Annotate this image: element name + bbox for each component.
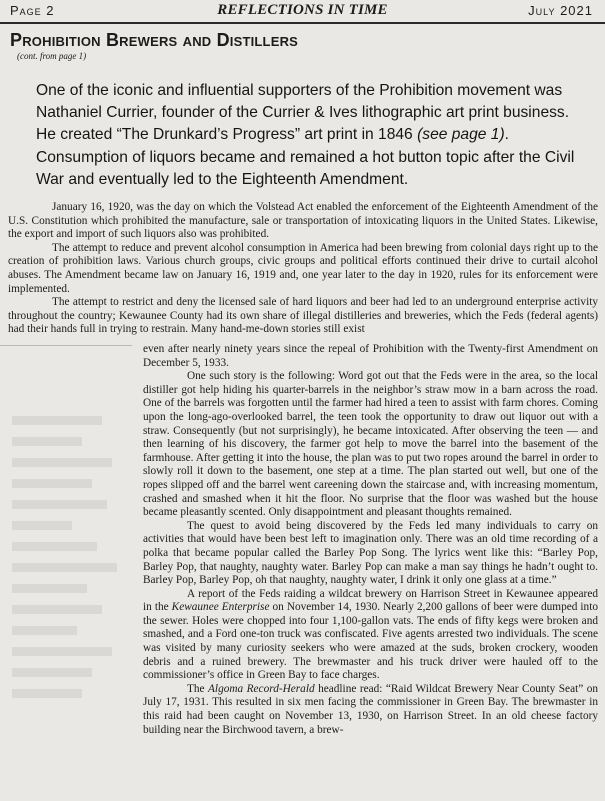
text-run: The <box>187 682 209 695</box>
paragraph-harrison-raid <box>143 588 598 683</box>
text-run: on November 14, 1930. Nearly 2,200 gallons of beer were dumped into the sewer. Holes were chopped into four 1,100-gallon vats. The ends of fifty kegs were broken and smashed, and a Ford one-ton truck was confiscated. Five agents arrested two individuals. The scene was visited by many curiosity seekers who were amazed at the suds, broken crockery, wooden debris and a ruined brewery. The brewmaster and his truck driver were hauled off to the commissioner’s office in Green Bay to face charges. <box>143 601 598 682</box>
article-title: Prohibition Brewers and Distillers <box>10 30 299 50</box>
page-header <box>0 0 605 24</box>
continued-note: (cont. from page 1) <box>17 51 87 61</box>
paragraph-repeal: even after nearly ninety years since the repeal of Prohibition with the Twenty-first Amendment on December 5, 1933. <box>143 343 598 369</box>
newspaper-name: Kewaunee Enterprise <box>171 601 270 614</box>
pull-quote-page-ref: (see page 1) <box>417 126 505 144</box>
newspaper-name: Algoma Record-Herald <box>208 682 315 695</box>
bleed-through-sidebar <box>0 345 132 801</box>
article-body-full-width <box>8 201 598 337</box>
article-body-column <box>143 343 598 737</box>
text-run: A report of the Feds raiding a wildcat brewery on Harrison Street in Kewaunee appeared in the <box>143 587 598 614</box>
paragraph-algoma-raid <box>143 683 598 737</box>
pull-quote <box>36 80 591 191</box>
issue-date: July 2021 <box>528 3 593 18</box>
paragraph-barley-pop: The quest to avoid being discovered by the Feds led many individuals to carry on activities that would have been best left to imagination only. There was an old time recording of a polka that became popular called the Barley Pop Song. The lyrics went like this: “Barley Pop, Barley Pop, that naughty, naughty water. Barley Pop can make a man say things he hadn’t ought to. Barley Pop, Barley Pop, oh that naughty, naughty water, I drink it only one glass at a time.” <box>143 519 598 587</box>
text-run: headline read: “Raid Wildcat Brewery Near County Seat” on July 17, 1931. This resulted in six men facing the commissioner in Green Bay. The brewmaster in this raid had been caught on November 13, 1930, on Harrison Street. In an old cheese factory building near the Birchwood tavern, a brew- <box>143 682 598 736</box>
pull-quote-text-end: . Consumption of liquors became and remained a hot button topic after the Civil War and eventually led to the Eighteenth Amendment. <box>36 126 575 188</box>
paragraph-volstead: January 16, 1920, was the day on which the Volstead Act enabled the enforcement of the Eighteenth Amendment of the U.S. Constitution which prohibited the manufacture, sale or transportation of intoxicating liquors in the United States. Likewise, the export and import of such liquors also was prohibited. <box>8 201 598 241</box>
paragraph-underground: The attempt to restrict and deny the licensed sale of hard liquors and beer had led to an underground enterprise activity throughout the country; Kewaunee County had its own share of illegal distilleries and breweries, which the Feds (federal agents) had their hands full in trying to restrain. Many hand-me-down stories still exist <box>8 296 598 336</box>
pull-quote-text: One of the iconic and influential supporters of the Prohibition movement was Nathaniel Currier, founder of the Currier & Ives lithographic art print business. He created “The Drunkard’s Progress” art print in 1846 <box>36 82 570 144</box>
paragraph-barrel-story: One such story is the following: Word got out that the Feds were in the area, so the local distiller got help hiding his quarter-barrels in the neighbor’s straw mow in a barn across the road. One of the barrels was forgotten until the farmer had hired a teen to assist with farm chores. Coming upon the long-ago-overlooked barrel, the teen took the opportunity to draw out liquor out with a straw. Consequently (but not surprisingly), he became intoxicated. After observing the teen — and then learning of his discovery, the farmer got help to move the barrel into the basement of the farmhouse. After getting it into the house, the plan was to put two ropes around the barrel in order to slowly roll it down to the basement, one step at a time. The plan started out well, but one of the ropes slipped off and the barrel went careening down the staircase and, with increasing momentum, crashed and smashed when it hit the floor. No surprise that the floor was washed but the house became pleasantly scented. Only disappointment and pleasant thoughts remained. <box>143 370 598 519</box>
page-number: Page 2 <box>10 3 55 18</box>
publication-title: REFLECTIONS IN TIME <box>217 2 388 18</box>
paragraph-history: The attempt to reduce and prevent alcohol consumption in America had been brewing from colonial days right up to the creation of prohibition laws. Various church groups, civic groups and political efforts continued their drive to curtail alcohol abuses. The Amendment became law on January 16, 1919 and, one year later to the day in 1920, rules for its enforcement were implemented. <box>8 241 598 295</box>
